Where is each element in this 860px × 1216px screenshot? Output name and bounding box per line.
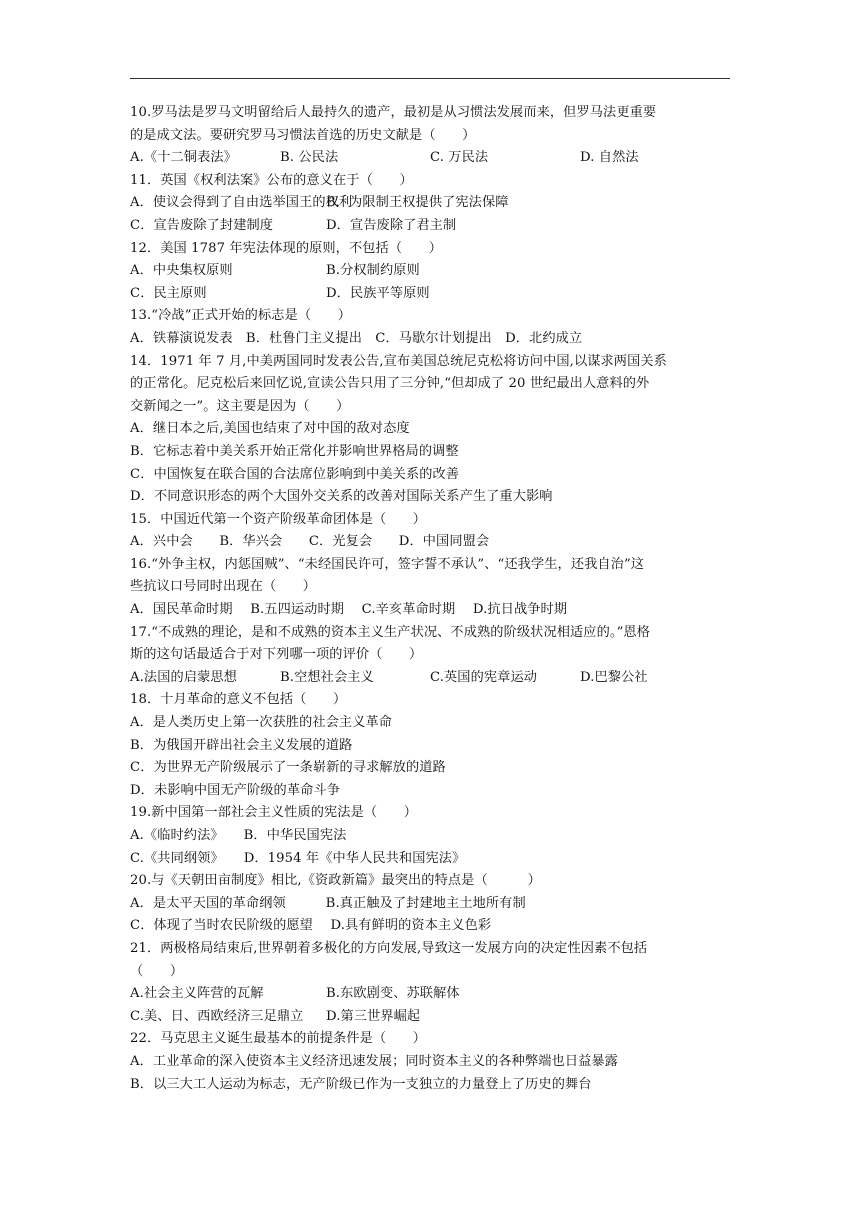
options-line: A．铁幕演说发表 B．杜鲁门主义提出 C．马歇尔计划提出 D．北约成立 (130, 330, 583, 346)
option: C．民主原则 (130, 285, 207, 301)
option: C. 万民法 (430, 150, 489, 166)
question-block (130, 509, 735, 554)
options-row (130, 983, 735, 1006)
options-row (130, 215, 735, 238)
question-stem: 21．两极格局结束后,世界朝着多极化的方向发展,导致这一发展方向的决定性因素不包括 (130, 940, 648, 956)
question-stem: 10.罗马法是罗马文明留给后人最持久的遗产，最初是从习惯法发展而来，但罗马法更重要 (130, 105, 657, 120)
question-stem: （ ） (130, 963, 184, 979)
option: D．宣告废除了君主制 (326, 217, 457, 233)
question-block (130, 802, 735, 870)
question-block (130, 102, 735, 170)
option: A.法国的启蒙思想 (130, 669, 237, 685)
question-stem: 12．美国 1787 年宪法体现的原则，不包括（ ） (130, 240, 442, 256)
option: D．民族平等原则 (326, 285, 430, 301)
question-stem: 斯的这句话最适合于对下列哪一项的评价（ ） (130, 647, 423, 663)
question-block (130, 238, 735, 306)
question-block (130, 689, 735, 802)
options-row (130, 283, 735, 306)
option-item: A．是太平天国的革命纲领 B.真正触及了封建地主土地所有制 (130, 895, 526, 911)
question-block (130, 305, 735, 350)
option: A.《十二铜表法》 (130, 150, 237, 166)
question-stem: 些抗议口号同时出现在（ ） (130, 579, 317, 595)
question-list (130, 102, 735, 1096)
question-block (130, 554, 735, 622)
option: C.美、日、西欧经济三足鼎立 (130, 1008, 304, 1024)
option-item: A．工业革命的深入使资本主义经济迅速发展；同时资本主义的各种弊端也日益暴露 (130, 1053, 618, 1069)
option: D.巴黎公社 (580, 669, 648, 685)
question-block (130, 622, 735, 690)
options-row (130, 192, 735, 215)
question-stem: 18．十月革命的意义不包括（ ） (130, 692, 347, 708)
option-item: D．不同意识形态的两个大国外交关系的改善对国际关系产生了重大影响 (130, 489, 553, 505)
question-stem: 15．中国近代第一个资产阶级革命团体是（ ） (130, 511, 427, 527)
question-stem: 14．1971 年 7 月,中美两国同时发表公告,宣布美国总统尼克松将访问中国,以谋求两国关系 (130, 353, 667, 369)
question-stem: 19.新中国第一部社会主义性质的宪法是（ ） (130, 805, 418, 821)
option-item: D．未影响中国无产阶级的革命斗争 (130, 782, 340, 798)
option-item: C.《共同纲领》 D．1954 年《中华人民共和国宪法》 (130, 850, 466, 866)
option-item: C．为世界无产阶级展示了一条崭新的寻求解放的道路 (130, 760, 446, 776)
option-item: C．体现了当时农民阶级的愿望 D.具有鲜明的资本主义色彩 (130, 918, 492, 934)
option: C．宣告废除了封建制度 (130, 217, 274, 233)
options-line: A．兴中会 B．华兴会 C．光复会 D．中国同盟会 (130, 534, 490, 550)
option-item: A.《临时约法》 B．中华民国宪法 (130, 828, 347, 843)
option-item: B．它标志着中美关系开始正常化并影响世界格局的调整 (130, 443, 459, 459)
options-row (130, 260, 735, 283)
option-item: A．是人类历史上第一次获胜的社会主义革命 (130, 715, 393, 731)
option: A．中央集权原则 (130, 263, 233, 279)
option: C.英国的宪章运动 (430, 669, 538, 685)
question-block (130, 170, 735, 238)
question-block (130, 351, 735, 509)
question-stem: 的是成文法。要研究罗马习惯法首选的历史文献是（ ） (130, 127, 476, 143)
question-stem: 交新闻之一”。这主要是因为（ ） (130, 398, 350, 414)
option-item: B．以三大工人运动为标志，无产阶级已作为一支独立的力量登上了历史的舞台 (130, 1076, 592, 1092)
options-line: A．国民革命时期 B.五四运动时期 C.辛亥革命时期 D.抗日战争时期 (130, 602, 568, 618)
question-block (130, 938, 735, 1028)
option: B.空想社会主义 (280, 669, 374, 685)
question-stem: 20.与《天朝田亩制度》相比,《资政新篇》最突出的特点是（ ） (130, 873, 541, 889)
option: A.社会主义阵营的瓦解 (130, 986, 264, 1002)
question-stem: 16.“外争主权，内惩国贼”、“未经国民许可，签字誓不承认”、“还我学生，还我自治”这 (130, 556, 645, 572)
option: A．使议会得到了自由选举国王的权利 (130, 195, 353, 211)
question-stem: 22．马克思主义诞生最基本的前提条件是（ ） (130, 1031, 427, 1047)
options-row (130, 147, 735, 170)
question-block (130, 1028, 735, 1096)
options-row (130, 667, 735, 690)
options-row (130, 1006, 735, 1029)
option-item: B．为俄国开辟出社会主义发展的道路 (130, 737, 353, 753)
question-stem: 17.“不成熟的理论，是和不成熟的资本主义生产状况、不成熟的阶级状况相适应的。”恩格 (130, 624, 650, 640)
header-rule (130, 78, 730, 79)
option: B. 公民法 (280, 150, 339, 166)
question-stem: 的正常化。尼克松后来回忆说,宣读公告只用了三分钟,“但却成了 20 世纪最出人意料的外 (130, 376, 650, 392)
option: B．为限制王权提供了宪法保障 (326, 195, 509, 211)
option: D. 自然法 (580, 150, 639, 166)
option-item: C．中国恢复在联合国的合法席位影响到中美关系的改善 (130, 466, 460, 482)
option-item: A．继日本之后,美国也结束了对中国的敌对态度 (130, 421, 410, 437)
option: D.第三世界崛起 (326, 1008, 421, 1024)
option: B.东欧剧变、苏联解体 (326, 986, 460, 1002)
question-stem: 13.“冷战”正式开始的标志是（ ） (130, 308, 351, 324)
option: B.分权制约原则 (326, 263, 420, 279)
question-stem: 11．英国《权利法案》公布的意义在于（ ） (130, 172, 413, 188)
question-block (130, 870, 735, 938)
